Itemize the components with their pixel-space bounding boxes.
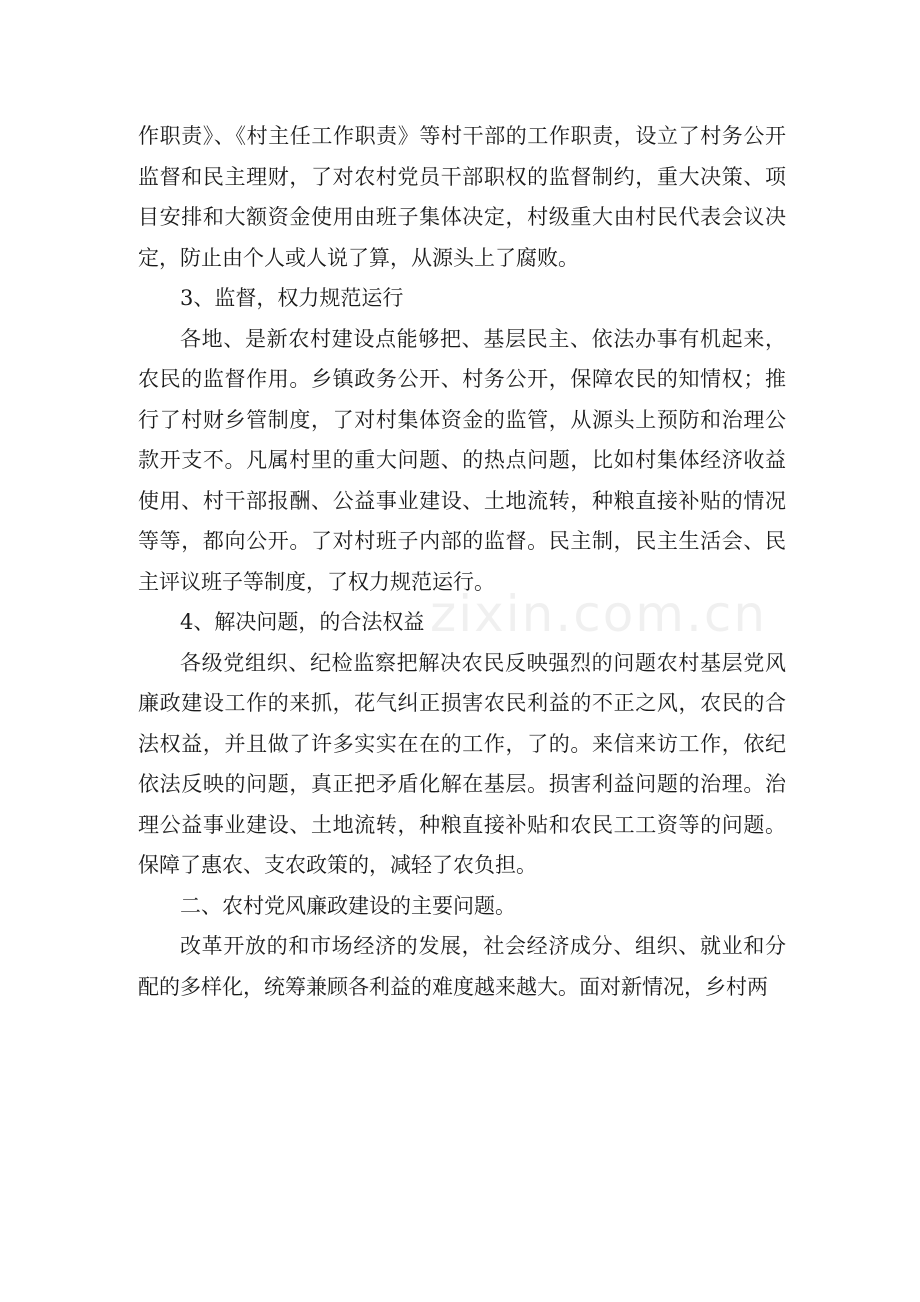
section-heading-4: 4、解决问题，的合法权益 bbox=[180, 610, 425, 634]
paragraph-continued: 作职责》、《村主任工作职责》等村干部的工作职责，设立了村务公开监督和民主理财，了对农村党员干部职权的监督制约，重大决策、项目安排和大额资金使用由班子集体决定，村级重大由村民代表会议决定，防止由个人或人说了算，从源头上了腐败。 bbox=[138, 124, 786, 270]
section-heading-2: 二、农村党风廉政建设的主要问题。 bbox=[180, 893, 516, 918]
section-heading-3: 3、监督，权力规范运行 bbox=[180, 286, 404, 310]
watermark: zixin.com.cn bbox=[430, 585, 768, 643]
paragraph-supervision: 各地、是新农村建设点能够把、基层民主、依法办事有机起来，农民的监督作用。乡镇政务公开、村务公开，保障农民的知情权；推行了村财乡管制度，了对村集体资金的监管，从源头上预防和治理公款开支不。凡属村里的重大问题、的热点问题，比如村集体经济收益使用、村干部报酬、公益事业建设、土地流转，种粮直接补贴的情况等等，都向公开。了对村班子内部的监督。民主制，民主生活会、民主评议班子等制度，了权力规范运行。 bbox=[138, 326, 786, 594]
paragraph-rights: 各级党组织、纪检监察把解决农民反映强烈的问题农村基层党风廉政建设工作的来抓，花气纠正损害农民利益的不正之风，农民的合法权益，并且做了许多实实在在的工作，了的。来信来访工作，依纪依法反映的问题，真正把矛盾化解在基层。损害利益问题的治理。治理公益事业建设、土地流转，种粮直接补贴和农民工工资等的问题。保障了惠农、支农政策的，减轻了农负担。 bbox=[138, 650, 786, 877]
paragraph-problems: 改革开放的和市场经济的发展，社会经济成分、组织、就业和分配的多样化，统筹兼顾各利益的难度越来越大。面对新情况，乡村两 bbox=[138, 934, 786, 999]
document-page bbox=[138, 116, 786, 1007]
